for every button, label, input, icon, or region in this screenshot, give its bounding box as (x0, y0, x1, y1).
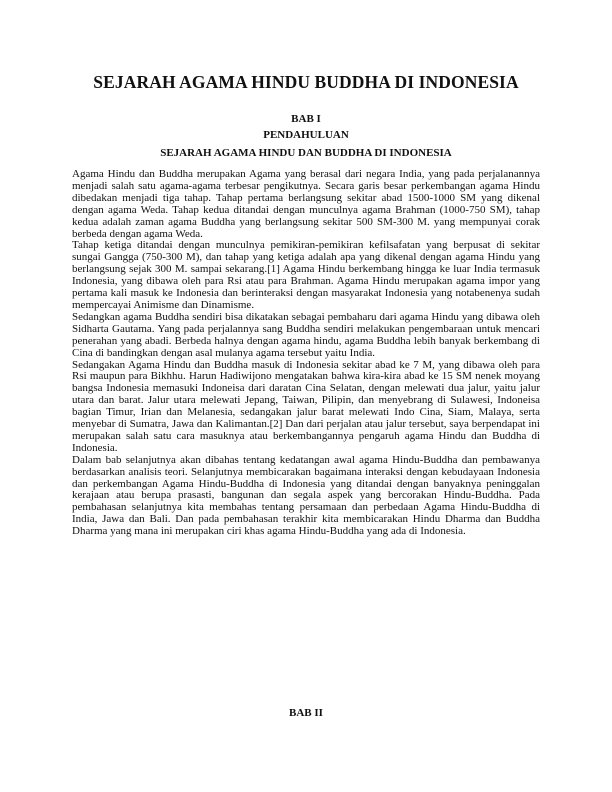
chapter-title: PENDAHULUAN (263, 129, 349, 141)
paragraph: Sedangakan Agama Hindu dan Buddha masuk di Indonesia sekitar abad ke 7 M, yang dibawa oleh para Rsi maupun para Bikhhu. Harun Hadiwijono mengatakan bahwa kira-kira abad ke 15 SM nenek moyang bangsa Indonesia memasuki Indoneisa dari daratan Cina Selatan, dengan melewati dua jalur, yaitu jalur utara dan barat. Jalur utara melewati Jepang, Taiwan, Pilipin, dan menyebrang di Sulawesi, Indoneisa bagian Timur, Irian dan Melanesia, sedangakan jalur barat melewati Indo Cina, Siam, Malaya, serta menyebar di Sumatra, Jawa dan Kalimantan.[2] Dan dari perjalan atau jalur tersebut, saya berpendapat ini merupakan salah satu cara masuknya atau berkembangannya pengaruh agama Hindu dan Buddha di Indonesia. (72, 358, 540, 454)
next-chapter-heading: BAB II (289, 707, 323, 719)
paragraph: Agama Hindu dan Buddha merupakan Agama yang berasal dari negara India, yang pada perjalanannya menjadi salah satu agama-agama terbesar pengikutnya. Secara garis besar perkembangan agama Hindu dibedakan menjadi tiga tahap. Tahap pertama berlangsung sekitar abad 1500-1000 SM yang dikenal dengan agama Weda. Tahap kedua ditandai dengan munculnya agama Brahman (1000-750 SM), tahap kedua adalah zaman agama Buddha yang berlangsung sekitar 500 SM-300 M. yang mempunyai corak berbeda dengan agama Weda. (72, 168, 540, 240)
paragraph: Tahap ketiga ditandai dengan munculnya pemikiran-pemikiran kefilsafatan yang berpusat di sekitar sungai Gangga (750-300 M), dan tahap yang ketiga adalah apa yang dikenal dengan agama Hindu yang berlangsung sejak 300 M. sampai sekarang.[1] Agama Hindu berkembang hingga ke luar India termasuk Indonesia, yang dibawa oleh para Rsi atau para Brahman. Agama Hindu merupakan agama impor yang pertama kali masuk ke Indonesia dan berinteraksi dengan masyarakat Indonesia yang notabenenya sudah mempercayai Animisme dan Dinamisme. (72, 239, 540, 311)
paragraph: Sedangkan agama Buddha sendiri bisa dikatakan sebagai pembaharu dari agama Hindu yang dibawa oleh Sidharta Gautama. Yang pada perjalannya sang Buddha sendiri melakukan pengembaraan untuk mencari penerahan yang abadi. Berbeda halnya dengan agama hindu, agama Buddha lebih banyak berkembang di Cina di bandingkan dengan asal mulanya agama tersebut yaitu India. (72, 310, 540, 359)
chapter-subtitle: SEJARAH AGAMA HINDU DAN BUDDHA DI INDONESIA (160, 147, 452, 159)
document-title: SEJARAH AGAMA HINDU BUDDHA DI INDONESIA (93, 72, 519, 92)
body-text (72, 169, 540, 538)
paragraph: Dalam bab selanjutnya akan dibahas tentang kedatangan awal agama Hindu-Buddha dan pembawanya berdasarkan analisis teori. Selanjutnya membicarakan bagaimana interaksi dengan kebudayaan Indonesia dan perkembangan Agama Hindu-Buddha di Indonesia yang ditandai dengan banyaknya peninggalan kerajaan atau berupa prasasti, bangunan dan segala aspek yang bercorakan Hindu-Buddha. Pada pembahasan selanjutnya kita membahas tentang persamaan dan perbedaan Agama Hindu-Buddha di India, Jawa dan Bali. Dan pada pembahasan terakhir kita membicarakan Hindu Dharma dan Buddha Dharma yang mana ini merupakan ciri khas agama Hindu-Buddha yang ada di Indonesia. (72, 453, 540, 538)
chapter-number: BAB I (291, 113, 321, 125)
